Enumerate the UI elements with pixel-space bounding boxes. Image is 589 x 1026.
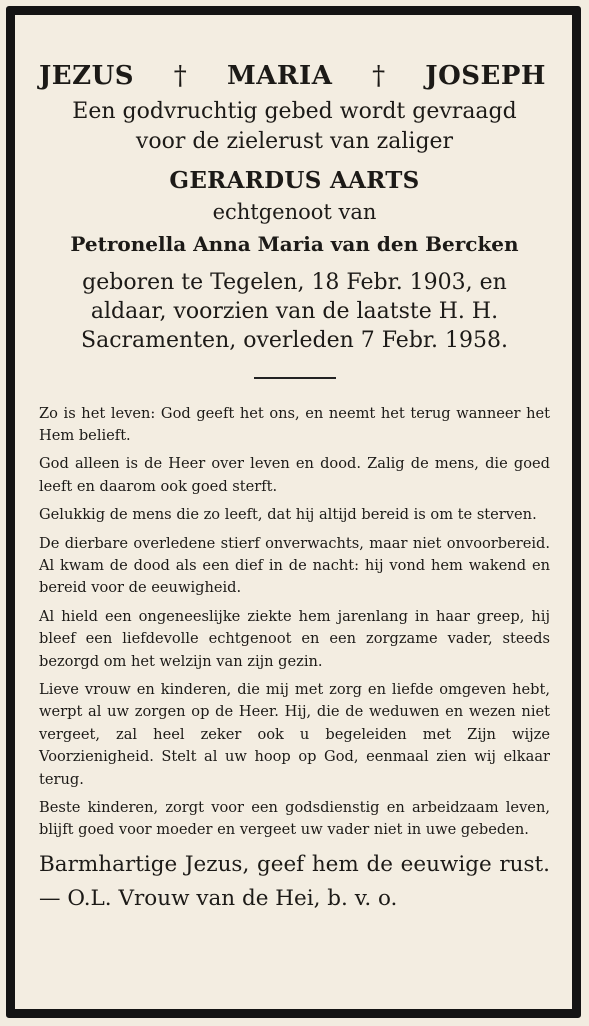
spouse-name: Petronella Anna Maria van den Bercken xyxy=(70,232,519,256)
paragraph: Zo is het leven: God geeft het ons, en neemt het terug wanneer het Hem belieft. xyxy=(39,404,550,444)
cross-icon: † xyxy=(173,61,188,91)
card-border xyxy=(6,6,581,1018)
biography xyxy=(39,268,550,355)
relation-label: echtgenoot van xyxy=(212,200,377,224)
header-maria: MARIA xyxy=(226,61,333,91)
header-joseph: JOSEPH xyxy=(425,61,546,91)
paragraph: De dierbare overledene stierf onverwachts, maar niet onvoorbereid. Al kwam de dood als een dief in de nacht: hij vond hem wakend en bereid voor de eeuwigheid. xyxy=(39,534,550,597)
intro-line-1: Een godvruchtig gebed wordt gevraagd xyxy=(72,99,517,124)
bio-line-3: Sacramenten, overleden 7 Febr. 1958. xyxy=(81,328,508,353)
intro-line-2: voor de zielerust van zaliger xyxy=(135,129,454,154)
cross-icon: † xyxy=(372,61,386,91)
prayer-text xyxy=(39,403,550,842)
paragraph: Beste kinderen, zorgt voor een godsdienstig en arbeidzaam leven, blijft goed voor moeder en vergeet uw vader niet in uwe gebeden. xyxy=(39,799,550,839)
paragraph: Al hield een ongeneeslijke ziekte hem jarenlang in haar greep, hij bleef een liefdevolle echtgenoot en een zorgzame vader, steeds bezorgd om het welzijn van zijn gezin. xyxy=(39,607,550,670)
paragraph: Gelukkig de mens die zo leeft, dat hij altijd bereid is om te sterven. xyxy=(39,506,537,524)
card-content xyxy=(39,49,550,989)
intro xyxy=(39,97,550,157)
paragraph: God alleen is de Heer over leven en dood. Zalig de mens, die goed leeft en daarom ook goed sterft. xyxy=(39,455,550,495)
bio-line-2: aldaar, voorzien van de laatste H. H. xyxy=(90,299,499,324)
header-invocation xyxy=(39,61,546,91)
paragraph: Lieve vrouw en kinderen, die mij met zorg en liefde omgeven hebt, werpt al uw zorgen op de Heer. Hij, die de weduwen en wezen niet vergeet, zal heel zeker ook u begeleiden met Zijn wijze Voorzienigheid. Stelt al uw hoop op God, eenmaal zien wij elkaar terug. xyxy=(39,680,550,788)
bio-line-1: geboren te Tegelen, 18 Febr. 1903, en xyxy=(82,270,507,295)
header-jezus: JEZUS xyxy=(39,61,135,91)
closing-prayer: Barmhartige Jezus, geef hem de eeuwige rust. — O.L. Vrouw van de Hei, b. v. o. xyxy=(39,851,550,911)
divider xyxy=(254,377,336,379)
deceased-name: GERARDUS AARTS xyxy=(169,167,420,194)
